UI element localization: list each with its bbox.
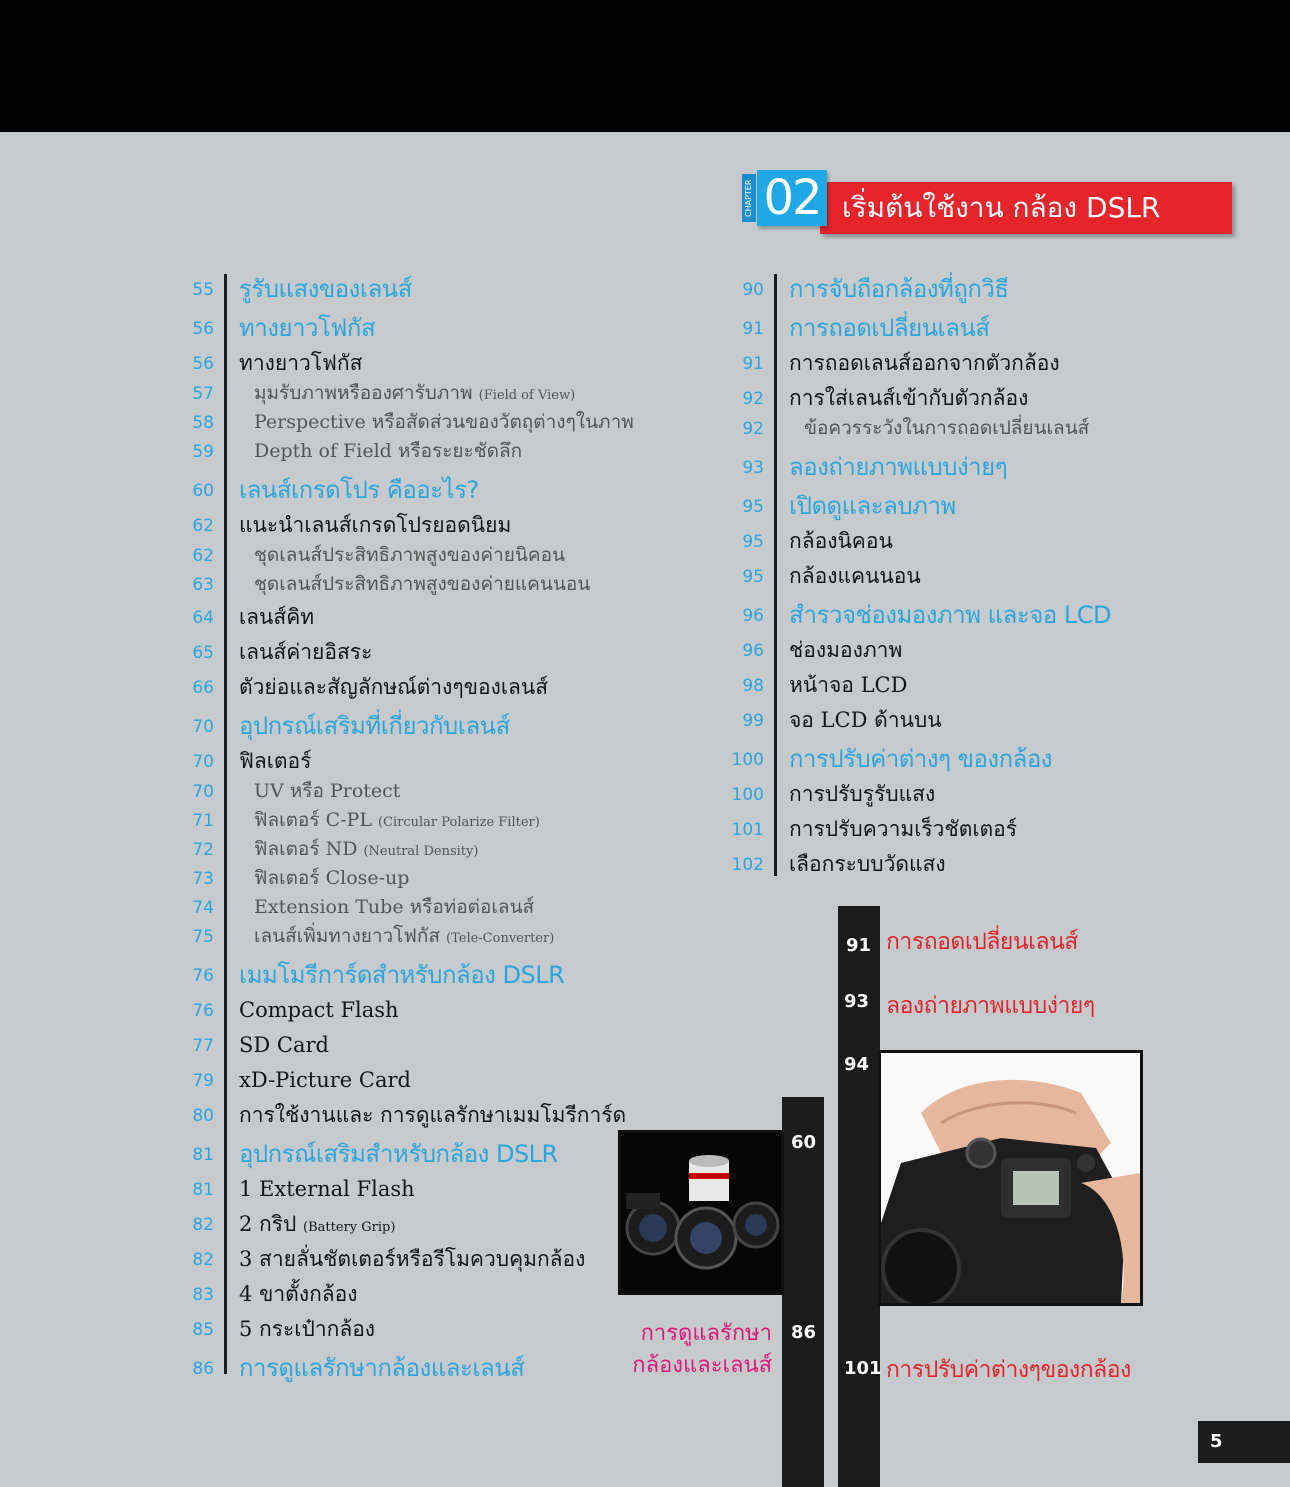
- highlight-title-93: ลองถ่ายภาพแบบง่ายๆ: [886, 993, 1095, 1019]
- toc-entry-text: ตัวย่อและสัญลักษณ์ต่างๆของเลนส์: [239, 675, 549, 699]
- toc-entry-text: ชุดเลนส์ประสิทธิภาพสูงของค่ายนิคอน: [254, 544, 566, 566]
- toc-entry-title: [789, 781, 935, 807]
- toc-page-number: 100: [731, 785, 764, 805]
- toc-entry-text: การใช้งานและ การดูแลรักษาเมมโมรีการ์ด: [239, 1103, 627, 1127]
- toc-page-number: 92: [742, 419, 764, 439]
- toc-entry-text: ทางยาวโฟกัส: [239, 351, 363, 375]
- toc-entry-title: [789, 851, 946, 877]
- toc-page-number: 56: [192, 354, 214, 374]
- highlight-page-93: 93: [844, 991, 870, 1012]
- toc-entry-title: [239, 1316, 375, 1342]
- camera-hand-photo: [878, 1050, 1143, 1306]
- chapter-label: CHAPTER: [742, 174, 756, 222]
- toc-entry-text: จอ LCD ด้านบน: [789, 708, 942, 732]
- toc-entry-text: Perspective หรือสัดส่วนของวัตถุต่างๆในภาพ: [254, 411, 634, 433]
- toc-entry-title: [239, 748, 311, 774]
- toc-page-number: 99: [742, 711, 764, 731]
- toc-page-number: 81: [192, 1145, 214, 1165]
- toc-page-number: 58: [192, 413, 214, 433]
- toc-entry-title: [789, 816, 1017, 842]
- toc-entry-title: [789, 563, 921, 589]
- toc-entry-text: รูรับแสงของเลนส์: [239, 275, 412, 303]
- toc-entry-title: [239, 639, 372, 665]
- toc-entry-subtext: (Battery Grip): [303, 1220, 396, 1235]
- toc-page-number: 71: [192, 811, 214, 831]
- toc-entry-title: [239, 1067, 411, 1093]
- toc-entry-text: กล้องแคนนอน: [789, 564, 921, 588]
- toc-page-number: 74: [192, 898, 214, 918]
- toc-page-number: 79: [192, 1071, 214, 1091]
- toc-entry-title: [254, 924, 554, 951]
- toc-entry-subtext: (Tele-Converter): [446, 931, 555, 946]
- toc-entry-text: ฟิลเตอร์ C-PL: [254, 809, 378, 831]
- toc-entry-text: การดูแลรักษากล้องและเลนส์: [239, 1354, 525, 1382]
- toc-entry-title: [254, 779, 400, 803]
- toc-entry-text: เลือกระบบวัดแสง: [789, 852, 946, 876]
- toc-entry-text: เลนส์เกรดโปร คืออะไร?: [239, 476, 479, 504]
- toc-entry-text: ช่องมองภาพ: [789, 638, 903, 662]
- toc-page-number: 57: [192, 384, 214, 404]
- toc-page-number: 75: [192, 927, 214, 947]
- toc-page-number: 70: [192, 782, 214, 802]
- toc-entry-text: Compact Flash: [239, 998, 399, 1022]
- toc-page-number: 91: [742, 319, 764, 339]
- toc-entry-text: เลนส์คิท: [239, 605, 315, 629]
- highlight-page-101: 101: [844, 1358, 882, 1379]
- toc-entry-subtext: (Circular Polarize Filter): [377, 815, 540, 830]
- toc-entry-text: เมมโมรีการ์ดสำหรับกล้อง DSLR: [239, 961, 565, 989]
- toc-entry-title: [239, 1102, 626, 1128]
- lenses-illustration: [621, 1133, 781, 1292]
- toc-entry-title: [789, 350, 1060, 376]
- toc-right-divider: [774, 274, 777, 876]
- toc-entry-title: [239, 475, 479, 505]
- toc-page-number: 95: [742, 532, 764, 552]
- toc-entry-title: [239, 1176, 415, 1202]
- toc-page-number: 82: [192, 1215, 214, 1235]
- toc-entry-title: [789, 707, 942, 733]
- toc-entry-title: [254, 381, 575, 408]
- toc-entry-title: [254, 808, 540, 835]
- lenses-photo: [618, 1130, 784, 1295]
- toc-page-number: 63: [192, 575, 214, 595]
- toc-page-number: 59: [192, 442, 214, 462]
- toc-entry-text: ชุดเลนส์ประสิทธิภาพสูงของค่ายแคนนอน: [254, 573, 591, 595]
- toc-entry-text: การถอดเปลี่ยนเลนส์: [789, 314, 990, 342]
- toc-entry-title: [239, 1246, 585, 1272]
- toc-page-number: 102: [731, 855, 764, 875]
- toc-entry-title: [789, 528, 893, 554]
- toc-entry-text: การปรับค่าต่างๆ ของกล้อง: [789, 745, 1052, 773]
- toc-entry-text: เลนส์เพิ่มทางยาวโฟกัส: [254, 925, 447, 947]
- toc-entry-title: [239, 674, 548, 700]
- toc-page-number: 90: [742, 280, 764, 300]
- toc-entry-title: [239, 997, 399, 1023]
- toc-entry-title: [254, 410, 634, 434]
- toc-page-number: 83: [192, 1285, 214, 1305]
- toc-entry-text: มุมรับภาพหรือองศารับภาพ: [254, 382, 479, 404]
- chapter-title: เริ่มต้นใช้งาน กล้อง DSLR: [820, 182, 1232, 234]
- toc-entry-text: Depth of Field หรือระยะชัดลึก: [254, 440, 523, 462]
- toc-page-number: 86: [192, 1359, 214, 1379]
- toc-entry-subtext: (Neutral Density): [363, 844, 479, 859]
- page-number: 5: [1198, 1421, 1290, 1463]
- toc-entry-text: การถอดเลนส์ออกจากตัวกล้อง: [789, 351, 1060, 375]
- toc-entry-title: [789, 274, 1009, 304]
- toc-entry-title: [789, 385, 1028, 411]
- toc-entry-text: 3 สายลั่นชัตเตอร์หรือรีโมควบคุมกล้อง: [239, 1247, 586, 1271]
- toc-entry-title: [789, 600, 1111, 630]
- toc-left-divider: [224, 274, 227, 1374]
- toc-entry-title: [254, 543, 565, 567]
- toc-page-number: 95: [742, 497, 764, 517]
- toc-entry-text: 4 ขาตั้งกล้อง: [239, 1282, 358, 1306]
- toc-page-number: 77: [192, 1036, 214, 1056]
- toc-page-number: 62: [192, 516, 214, 536]
- toc-entry-text: ฟิลเตอร์ Close-up: [254, 867, 410, 889]
- toc-page-number: 96: [742, 641, 764, 661]
- toc-entry-title: [789, 313, 990, 343]
- toc-page-number: 91: [742, 354, 764, 374]
- toc-entry-text: ลองถ่ายภาพแบบง่ายๆ: [789, 453, 1008, 481]
- toc-page-number: 80: [192, 1106, 214, 1126]
- highlight-title-91: การถอดเปลี่ยนเลนส์: [886, 929, 1078, 955]
- toc-entry-text: UV หรือ Protect: [254, 780, 401, 802]
- toc-entry-text: ฟิลเตอร์: [239, 749, 312, 773]
- top-black-band: [0, 0, 1290, 132]
- toc-entry-text: SD Card: [239, 1033, 329, 1057]
- toc-page-number: 55: [192, 280, 214, 300]
- toc-entry-text: อุปกรณ์เสริมสำหรับกล้อง DSLR: [239, 1140, 558, 1168]
- toc-entry-text: กล้องนิคอน: [789, 529, 893, 553]
- toc-entry-title: [789, 452, 1007, 482]
- toc-entry-text: 1 External Flash: [239, 1177, 415, 1201]
- toc-entry-title: [254, 572, 590, 596]
- toc-entry-text: เปิดดูและลบภาพ: [789, 492, 956, 520]
- chapter-number: 02: [757, 170, 827, 226]
- toc-entry-text: ข้อควรระวังในการถอดเปลี่ยนเลนส์: [804, 417, 1090, 439]
- highlight-title-86-line1: การดูแลรักษา: [640, 1321, 772, 1346]
- toc-entry-title: [789, 744, 1052, 774]
- toc-entry-title: [254, 895, 534, 919]
- toc-entry-title: [239, 1211, 395, 1241]
- toc-page-number: 95: [742, 567, 764, 587]
- toc-entry-text: Extension Tube หรือท่อต่อเลนส์: [254, 896, 535, 918]
- toc-entry-title: [789, 672, 907, 698]
- toc-entry-text: 2 กริป: [239, 1212, 304, 1236]
- toc-entry-title: [239, 313, 375, 343]
- toc-page-number: 72: [192, 840, 214, 860]
- camera-hand-illustration: [881, 1053, 1140, 1303]
- toc-entry-title: [804, 416, 1089, 440]
- toc-entry-text: การจับถือกล้องที่ถูกวิธี: [789, 275, 1009, 303]
- toc-entry-text: การใส่เลนส์เข้ากับตัวกล้อง: [789, 386, 1029, 410]
- toc-page-number: 93: [742, 458, 764, 478]
- toc-page-number: 101: [731, 820, 764, 840]
- toc-page-number: 100: [731, 750, 764, 770]
- toc-entry-title: [239, 960, 564, 990]
- toc-page-number: 60: [192, 481, 214, 501]
- highlight-title-86-line2: กล้องและเลนส์: [632, 1353, 772, 1378]
- toc-entry-title: [239, 1281, 358, 1307]
- toc-entry-title: [254, 837, 478, 864]
- toc-entry-title: [789, 491, 956, 521]
- toc-entry-text: หน้าจอ LCD: [789, 673, 908, 697]
- toc-page-number: 85: [192, 1320, 214, 1340]
- toc-entry-text: ทางยาวโฟกัส: [239, 314, 376, 342]
- highlight-page-60: 60: [791, 1132, 817, 1153]
- toc-entry-title: [239, 1353, 524, 1383]
- toc-entry-title: [239, 711, 510, 741]
- toc-page-number: 70: [192, 717, 214, 737]
- toc-entry-text: การปรับรูรับแสง: [789, 782, 936, 806]
- toc-page-number: 73: [192, 869, 214, 889]
- toc-entry-text: xD-Picture Card: [239, 1068, 411, 1092]
- toc-page-number: 64: [192, 608, 214, 628]
- toc-entry-text: สำรวจช่องมองภาพ และจอ LCD: [789, 601, 1111, 629]
- highlight-page-86: 86: [791, 1322, 817, 1343]
- toc-page-number: 76: [192, 1001, 214, 1021]
- highlight-page-94: 94: [844, 1054, 870, 1075]
- timeline-bar-left: [782, 1097, 824, 1487]
- toc-entry-subtext: (Field of View): [478, 388, 576, 403]
- toc-entry-title: [254, 439, 522, 463]
- toc-entry-title: [254, 866, 409, 890]
- toc-page-number: 56: [192, 319, 214, 339]
- toc-page-number: 65: [192, 643, 214, 663]
- toc-page-number: 62: [192, 546, 214, 566]
- toc-entry-text: 5 กระเป๋ากล้อง: [239, 1317, 376, 1341]
- toc-entry-title: [239, 512, 511, 538]
- toc-entry-title: [239, 274, 412, 304]
- toc-entry-text: เลนส์ค่ายอิสระ: [239, 640, 373, 664]
- toc-entry-title: [239, 604, 314, 630]
- highlight-title-86: [560, 1318, 772, 1382]
- toc-page-number: 81: [192, 1180, 214, 1200]
- toc-page-number: 76: [192, 966, 214, 986]
- toc-entry-text: อุปกรณ์เสริมที่เกี่ยวกับเลนส์: [239, 712, 510, 740]
- toc-entry-title: [239, 1139, 558, 1169]
- toc-page-number: 66: [192, 678, 214, 698]
- toc-entry-text: ฟิลเตอร์ ND: [254, 838, 364, 860]
- toc-entry-text: แนะนำเลนส์เกรดโปรยอดนิยม: [239, 513, 512, 537]
- toc-page-number: 92: [742, 389, 764, 409]
- toc-page-number: 96: [742, 606, 764, 626]
- highlight-title-101: การปรับค่าต่างๆของกล้อง: [886, 1357, 1131, 1383]
- toc-page-number: 82: [192, 1250, 214, 1270]
- toc-entry-title: [239, 350, 362, 376]
- toc-entry-title: [239, 1032, 329, 1058]
- toc-page-number: 70: [192, 752, 214, 772]
- highlight-page-91: 91: [846, 935, 872, 956]
- toc-entry-title: [789, 637, 902, 663]
- toc-entry-text: การปรับความเร็วชัตเตอร์: [789, 817, 1018, 841]
- toc-page-number: 98: [742, 676, 764, 696]
